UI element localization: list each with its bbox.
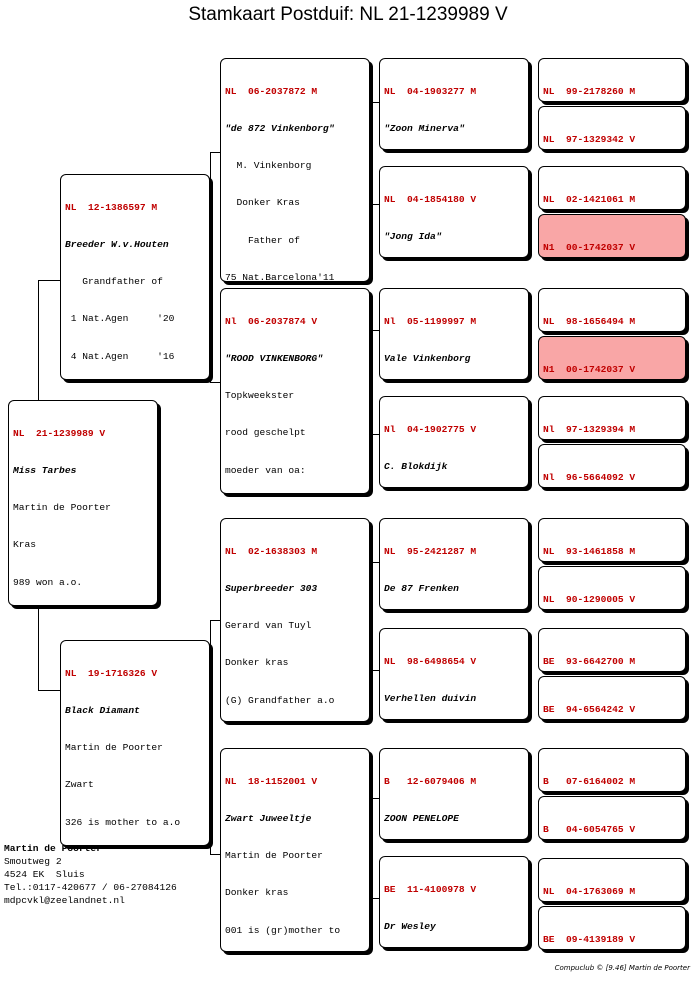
pedigree-card-g2[interactable]	[538, 106, 686, 150]
pedigree-card-g5[interactable]	[538, 288, 686, 332]
pedigree-card-ssd[interactable]	[379, 166, 529, 258]
ring-number: NL 04-1763069 M	[543, 885, 636, 897]
ring-number: NL 93-1461858 M	[543, 545, 636, 557]
card-line: M. Vinkenborg	[225, 160, 312, 172]
card-line: Donker kras	[225, 657, 289, 669]
card-line: Kras	[13, 539, 37, 551]
ring-number: BE 11-4100978 V	[384, 883, 477, 895]
ring-number: Nl 04-1902775 V	[384, 423, 477, 435]
card-line: Father of	[225, 234, 300, 246]
pedigree-card-dam[interactable]	[60, 640, 210, 846]
ring-number: NL 12-1386597 M	[65, 201, 158, 213]
ring-number: NL 97-1329342 V	[543, 133, 636, 145]
ring-number: BE 93-6642700 M	[543, 655, 636, 667]
pedigree-card-g10[interactable]	[538, 566, 686, 610]
pigeon-name: Dr Wesley	[384, 921, 436, 933]
pigeon-name: "ROOD VINKENBORG"	[225, 353, 323, 365]
pedigree-card-g7[interactable]	[538, 396, 686, 440]
pedigree-card-dam-sire[interactable]	[220, 518, 370, 722]
owner-phone: Tel.:0117-420677 / 06-27084126	[4, 882, 177, 893]
ring-number: Nl 06-2037874 V	[225, 315, 318, 327]
pedigree-card-ddd[interactable]	[379, 856, 529, 948]
card-line: Martin de Poorter	[13, 502, 111, 514]
pedigree-card-dam-dam[interactable]	[220, 748, 370, 952]
ring-number: NL 90-1290005 V	[543, 593, 636, 605]
card-line: (G) Grandfather a.o	[225, 694, 335, 706]
ring-number: NL 06-2037872 M	[225, 85, 318, 97]
ring-number: NL 02-1638303 M	[225, 545, 318, 557]
card-line: 989 won a.o.	[13, 576, 83, 588]
ring-number: Nl 96-5664092 V	[543, 471, 636, 483]
connector-line	[210, 382, 220, 383]
page-title: Stamkaart Postduif: NL 21-1239989 V	[188, 4, 508, 25]
pedigree-card-g16[interactable]	[538, 906, 686, 950]
connector-line	[370, 562, 371, 670]
pedigree-card-g12[interactable]	[538, 676, 686, 720]
pedigree-card-sire-sire[interactable]	[220, 58, 370, 282]
pigeon-name: "Zoon Minerva"	[384, 123, 465, 135]
connector-line	[370, 434, 379, 435]
footer-credit: Compuclub © [9.46] Martin de Poorter	[554, 964, 690, 972]
ring-number: NL 04-1903277 M	[384, 85, 477, 97]
connector-line	[370, 562, 379, 563]
pigeon-name: Verhellen duivin	[384, 693, 477, 705]
pedigree-card-g4[interactable]	[538, 214, 686, 258]
ring-number: NL 98-1656494 M	[543, 315, 636, 327]
owner-address: Smoutweg 2	[4, 856, 62, 867]
pigeon-name: Superbreeder 303	[225, 583, 318, 595]
connector-line	[370, 670, 379, 671]
connector-line	[210, 152, 211, 382]
pedigree-card-g11[interactable]	[538, 628, 686, 672]
card-line: Donker Kras	[225, 197, 300, 209]
ring-number: BE 09-4139189 V	[543, 933, 636, 945]
connector-line	[370, 102, 371, 204]
owner-block	[4, 842, 177, 907]
card-line: 1 Nat.Agen '20	[65, 313, 175, 325]
pedigree-card-g14[interactable]	[538, 796, 686, 840]
ring-number: NL 98-6498654 V	[384, 655, 477, 667]
owner-name: Martin de Poorter	[4, 843, 102, 854]
pigeon-name: Zwart Juweeltje	[225, 813, 312, 825]
card-line: 4 Nat.Agen '16	[65, 350, 175, 362]
card-line: moeder van oa:	[225, 464, 306, 476]
pedigree-card-g9[interactable]	[538, 518, 686, 562]
ring-number: Nl 05-1199997 M	[384, 315, 477, 327]
card-line: 326 is mother to a.o	[65, 816, 181, 828]
pedigree-card-g8[interactable]	[538, 444, 686, 488]
ring-number: NL 21-1239989 V	[13, 427, 106, 439]
ring-number: NL 99-2178260 M	[543, 85, 636, 97]
pedigree-card-sss[interactable]	[379, 58, 529, 150]
card-line: Topkweekster	[225, 390, 295, 402]
pedigree-card-g15[interactable]	[538, 858, 686, 902]
ring-number: B 12-6079406 M	[384, 775, 477, 787]
connector-line	[370, 330, 371, 434]
pigeon-name: De 87 Frenken	[384, 583, 459, 595]
pedigree-card-g13[interactable]	[538, 748, 686, 792]
pedigree-card-g6[interactable]	[538, 336, 686, 380]
connector-line	[38, 280, 60, 281]
connector-line	[370, 330, 379, 331]
card-line: Gerard van Tuyl	[225, 620, 312, 632]
pedigree-card-g1[interactable]	[538, 58, 686, 102]
ring-number: BE 94-6564242 V	[543, 703, 636, 715]
ring-number: NL 04-1854180 V	[384, 193, 477, 205]
connector-line	[38, 606, 39, 690]
pigeon-name: Miss Tarbes	[13, 465, 77, 477]
card-line: Donker kras	[225, 887, 289, 899]
connector-line	[38, 280, 39, 400]
pedigree-card-dsd[interactable]	[379, 628, 529, 720]
connector-line	[210, 152, 220, 153]
card-line: Martin de Poorter	[65, 742, 163, 754]
pedigree-card-sire-dam[interactable]	[220, 288, 370, 494]
ring-number: NL 19-1716326 V	[65, 667, 158, 679]
connector-line	[210, 620, 211, 854]
connector-line	[370, 898, 379, 899]
pigeon-name: C. Blokdijk	[384, 461, 448, 473]
connector-line	[370, 798, 379, 799]
card-line: Martin de Poorter	[225, 850, 323, 862]
pedigree-card-dds[interactable]	[379, 748, 529, 840]
pigeon-name: Breeder W.v.Houten	[65, 239, 169, 251]
ring-number: Nl 97-1329394 M	[543, 423, 636, 435]
pedigree-card-dss[interactable]	[379, 518, 529, 610]
pigeon-name: "de 872 Vinkenborg"	[225, 123, 335, 135]
connector-line	[210, 854, 220, 855]
card-line: rood geschelpt	[225, 427, 306, 439]
pedigree-card-subject[interactable]	[8, 400, 158, 606]
pigeon-name: Black Diamant	[65, 705, 140, 717]
card-line: 75 Nat.Barcelona'11	[225, 271, 335, 282]
connector-line	[370, 798, 371, 898]
ring-number: NL 02-1421061 M	[543, 193, 636, 205]
pedigree-card-sds[interactable]	[379, 288, 529, 380]
owner-email: mdpcvkl@zeelandnet.nl	[4, 895, 125, 906]
card-line: Zwart	[65, 779, 94, 791]
connector-line	[370, 204, 379, 205]
connector-line	[210, 620, 220, 621]
ring-number: B 07-6164002 M	[543, 775, 636, 787]
pedigree-card-sdd[interactable]	[379, 396, 529, 488]
ring-number: N1 00-1742037 V	[543, 363, 636, 375]
pigeon-name: ZOON PENELOPE	[384, 813, 459, 825]
pedigree-card-g3[interactable]	[538, 166, 686, 210]
owner-postcode: 4524 EK Sluis	[4, 869, 85, 880]
connector-line	[38, 690, 60, 691]
card-line: Grandfather of	[65, 276, 163, 288]
connector-line	[370, 102, 379, 103]
pigeon-name: "Jong Ida"	[384, 231, 442, 243]
ring-number: B 04-6054765 V	[543, 823, 636, 835]
pigeon-name: Vale Vinkenborg	[384, 353, 471, 365]
ring-number: N1 00-1742037 V	[543, 241, 636, 253]
pedigree-card-sire[interactable]	[60, 174, 210, 380]
ring-number: NL 18-1152001 V	[225, 775, 318, 787]
card-line: 001 is (gr)mother to	[225, 924, 341, 936]
ring-number: NL 95-2421287 M	[384, 545, 477, 557]
